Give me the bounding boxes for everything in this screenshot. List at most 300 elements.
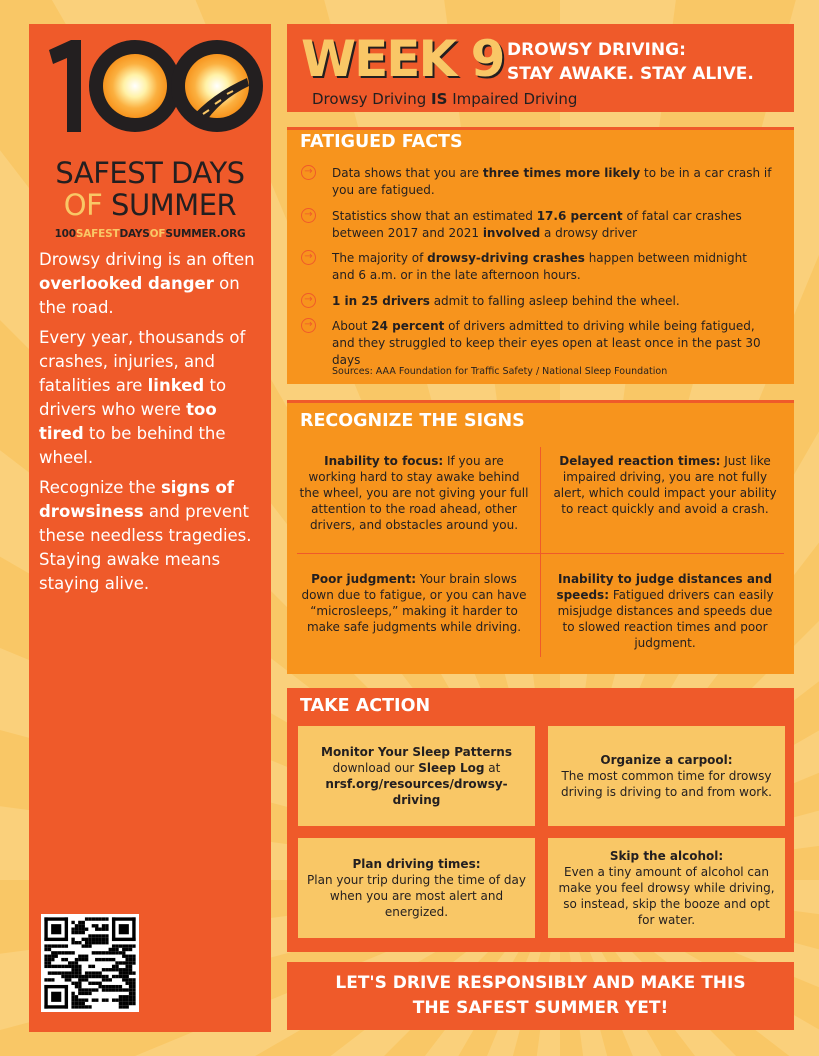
qr-module	[51, 992, 61, 1002]
qr-module	[55, 971, 58, 974]
qr-module	[82, 992, 85, 995]
action-card-alcohol: Skip the alcohol: Even a tiny amount of alcohol can make you feel drowsy while driving, so instead, skip the booze and opt for water.	[548, 838, 785, 938]
qr-module	[98, 917, 101, 920]
qr-module	[105, 924, 108, 927]
qr-module	[85, 975, 88, 978]
qr-module	[71, 995, 74, 998]
arrow-right-icon: →	[301, 293, 316, 308]
week-number: WEEK 9	[301, 30, 504, 88]
qr-module	[68, 971, 71, 974]
qr-module	[61, 971, 64, 974]
qr-module	[122, 988, 125, 991]
qr-module	[129, 985, 132, 988]
qr-module	[132, 955, 135, 958]
qr-module	[129, 968, 132, 971]
qr-module	[122, 975, 125, 978]
qr-module	[55, 965, 58, 968]
qr-module	[65, 978, 68, 981]
call-to-action-banner: LET'S DRIVE RESPONSIBLY AND MAKE THIS THE SAFEST SUMMER YET!	[287, 962, 794, 1030]
qr-module	[92, 941, 95, 944]
qr-module	[71, 1002, 74, 1005]
horizontal-divider	[297, 553, 784, 554]
qr-module	[119, 995, 122, 998]
sleep-log-link[interactable]: nrsf.org/resources/drowsy-driving	[325, 777, 508, 807]
qr-module	[51, 944, 54, 947]
qr-module	[82, 958, 85, 961]
qr-module	[61, 965, 64, 968]
qr-module	[125, 988, 128, 991]
week-title: DROWSY DRIVING: STAY AWAKE. STAY ALIVE.	[507, 40, 754, 84]
qr-module	[129, 978, 132, 981]
qr-module	[68, 961, 71, 964]
qr-module	[132, 958, 135, 961]
qr-module	[58, 944, 61, 947]
qr-module	[98, 951, 101, 954]
qr-module	[71, 971, 74, 974]
qr-module	[102, 917, 105, 920]
qr-module	[82, 924, 85, 927]
qr-module	[95, 958, 98, 961]
qr-module	[78, 988, 81, 991]
facts-heading: FATIGUED FACTS	[300, 132, 463, 152]
qr-module	[132, 978, 135, 981]
intro-paragraph-2: Every year, thousands of crashes, injuries, and fatalities are linked to drivers who were too tired to be behind the wheel.	[39, 328, 246, 467]
signs-heading: RECOGNIZE THE SIGNS	[300, 411, 525, 431]
qr-module	[112, 948, 115, 951]
qr-module	[132, 944, 135, 947]
qr-module	[112, 965, 115, 968]
qr-module	[105, 975, 108, 978]
qr-module	[102, 924, 105, 927]
qr-module	[119, 985, 122, 988]
qr-module	[48, 961, 51, 964]
sign-inability-to-focus: Inability to focus: If you are working hard to stay awake behind the wheel, you are not giving your full attention to the road ahead, other drivers, and obstacles around you.	[299, 454, 529, 532]
qr-module	[98, 938, 101, 941]
qr-module	[119, 961, 122, 964]
action-card-carpool: Organize a carpool: The most common time for drowsy driving is driving to and from work.	[548, 726, 785, 826]
qr-module	[115, 975, 118, 978]
qr-module	[78, 968, 81, 971]
qr-module	[102, 938, 105, 941]
qr-module	[71, 968, 74, 971]
qr-module	[85, 978, 88, 981]
qr-module	[125, 955, 128, 958]
qr-module	[44, 978, 47, 981]
qr-module	[88, 992, 91, 995]
qr-module	[102, 975, 105, 978]
qr-module	[95, 998, 98, 1001]
qr-module	[75, 924, 78, 927]
qr-module	[92, 998, 95, 1001]
qr-module	[85, 944, 88, 947]
qr-module	[102, 958, 105, 961]
qr-module	[98, 982, 101, 985]
qr-module	[82, 928, 85, 931]
qr-module	[105, 988, 108, 991]
qr-module	[75, 975, 78, 978]
logo-100-graphic	[43, 36, 265, 136]
qr-module	[129, 998, 132, 1001]
sign-delayed-reaction: Delayed reaction times: Just like impaired driving, you are not fully alert, which could impact your ability to react quickly and avoid a crash.	[553, 454, 777, 516]
qr-module	[65, 917, 68, 941]
qr-module	[51, 951, 54, 954]
qr-module	[85, 988, 88, 991]
qr-module	[75, 998, 78, 1001]
qr-module	[65, 985, 68, 1009]
qr-module	[44, 948, 47, 951]
qr-module	[112, 975, 115, 978]
qr-module	[44, 985, 68, 988]
qr-module	[119, 924, 129, 934]
qr-module	[78, 971, 81, 974]
qr-module	[129, 995, 132, 998]
qr-module	[78, 931, 81, 934]
qr-module	[132, 971, 135, 974]
qr-module	[78, 1002, 81, 1005]
qr-module	[51, 978, 54, 981]
qr-module	[102, 951, 105, 954]
qr-module	[112, 917, 136, 920]
qr-module	[132, 917, 135, 941]
qr-module	[105, 958, 108, 961]
qr-module	[95, 988, 98, 991]
qr-module	[92, 982, 95, 985]
qr-module	[78, 1005, 81, 1008]
qr-module	[85, 917, 88, 920]
qr-module	[98, 941, 101, 944]
qr-module	[92, 924, 95, 927]
recognize-signs-section	[287, 400, 794, 674]
qr-module	[78, 924, 81, 927]
qr-module	[51, 955, 54, 958]
qr-module	[109, 951, 112, 954]
qr-module	[125, 965, 128, 968]
qr-module	[51, 971, 54, 974]
qr-module	[78, 975, 81, 978]
qr-module	[95, 982, 98, 985]
qr-module	[129, 955, 132, 958]
qr-module	[112, 944, 115, 947]
qr-module	[78, 958, 81, 961]
qr-module	[92, 917, 95, 920]
qr-module	[95, 971, 98, 974]
qr-module	[92, 938, 95, 941]
qr-module	[61, 951, 64, 954]
qr-module	[125, 975, 128, 978]
qr-module	[132, 988, 135, 991]
qr-module	[44, 965, 47, 968]
qr-module	[71, 941, 74, 944]
qr-module	[71, 951, 74, 954]
qr-module	[115, 944, 118, 947]
qr-module	[132, 1002, 135, 1005]
qr-module	[115, 998, 118, 1001]
qr-module	[75, 971, 78, 974]
qr-module	[92, 988, 95, 991]
qr-module	[78, 998, 81, 1001]
qr-module	[105, 978, 108, 981]
qr-module	[82, 944, 85, 947]
qr-module	[71, 961, 74, 964]
qr-module	[71, 1005, 74, 1008]
qr-module	[82, 955, 85, 958]
qr-module	[88, 975, 91, 978]
qr-module	[112, 958, 115, 961]
qr-module	[85, 998, 88, 1001]
qr-module	[61, 944, 64, 947]
qr-module	[65, 951, 68, 954]
qr-module	[122, 961, 125, 964]
qr-module	[102, 941, 105, 944]
qr-module	[71, 975, 74, 978]
qr-module	[102, 985, 105, 988]
qr-module	[119, 944, 122, 947]
qr-module	[95, 938, 98, 941]
week-subtitle: Drowsy Driving IS Impaired Driving	[312, 90, 578, 108]
qr-module	[125, 958, 128, 961]
intro-paragraph-3: Recognize the signs of drowsiness and prevent these needless tragedies. Staying awake means staying alive.	[39, 478, 252, 593]
qr-module	[44, 961, 47, 964]
qr-module	[122, 968, 125, 971]
qr-module	[132, 982, 135, 985]
qr-module	[112, 951, 115, 954]
qr-module	[85, 938, 88, 941]
qr-module	[65, 971, 68, 974]
qr-module	[105, 951, 108, 954]
logo-url[interactable]: 100SAFESTDAYSOFSUMMER.ORG	[54, 228, 246, 240]
qr-module	[82, 988, 85, 991]
qr-module	[44, 955, 47, 958]
qr-module	[95, 924, 98, 927]
qr-module	[125, 968, 128, 971]
qr-module	[85, 1005, 88, 1008]
qr-module	[82, 931, 85, 934]
qr-module	[119, 998, 122, 1001]
qr-module	[88, 917, 91, 920]
qr-module	[125, 978, 128, 981]
arrow-right-icon: →	[301, 165, 316, 180]
qr-module	[48, 958, 51, 961]
qr-module	[129, 948, 132, 951]
qr-module	[44, 958, 47, 961]
qr-module	[85, 955, 88, 958]
qr-module	[58, 965, 61, 968]
qr-module	[75, 968, 78, 971]
qr-module	[55, 944, 58, 947]
intro-text	[39, 248, 265, 602]
qr-module	[88, 982, 91, 985]
qr-module	[78, 982, 81, 985]
qr-module	[102, 988, 105, 991]
qr-module	[125, 948, 128, 951]
action-card-sleep: Monitor Your Sleep Patterns download our Sleep Log at nrsf.org/resources/drowsy-driving	[298, 726, 535, 826]
qr-module	[109, 985, 112, 988]
qr-module	[75, 931, 78, 934]
qr-module	[95, 975, 98, 978]
qr-module	[85, 971, 88, 974]
qr-module	[71, 928, 74, 931]
qr-module	[78, 985, 81, 988]
qr-module	[95, 941, 98, 944]
qr-module	[61, 975, 64, 978]
qr-module	[105, 934, 108, 937]
qr-module	[122, 948, 125, 951]
qr-module	[115, 948, 118, 951]
qr-module	[109, 968, 112, 971]
qr-module	[129, 988, 132, 991]
qr-module	[75, 961, 78, 964]
qr-module	[48, 978, 51, 981]
qr-module	[122, 1002, 125, 1005]
qr-module	[85, 941, 88, 944]
qr-module	[71, 992, 74, 995]
qr-module	[125, 998, 128, 1001]
qr-module	[65, 958, 68, 961]
qr-module	[88, 988, 91, 991]
qr-module	[68, 975, 71, 978]
qr-module	[92, 951, 95, 954]
qr-module	[65, 975, 68, 978]
qr-module	[98, 934, 101, 937]
facts-sources: Sources: AAA Foundation for Traffic Safety / National Sleep Foundation	[332, 366, 668, 377]
qr-module	[88, 934, 91, 937]
qr-module	[115, 968, 118, 971]
qr-module	[119, 988, 122, 991]
qr-module	[129, 992, 132, 995]
qr-module	[88, 938, 91, 941]
qr-module	[102, 978, 105, 981]
qr-module	[48, 944, 51, 947]
intro-paragraph-1: Drowsy driving is an often overlooked danger on the road.	[39, 250, 255, 317]
qr-module	[68, 951, 71, 954]
action-heading: TAKE ACTION	[300, 696, 431, 716]
qr-module	[68, 978, 71, 981]
qr-module	[58, 951, 61, 954]
qr-module	[48, 971, 51, 974]
qr-module	[122, 955, 125, 958]
qr-module	[71, 965, 74, 968]
qr-module	[92, 934, 95, 937]
vertical-divider	[540, 447, 541, 657]
qr-module	[122, 978, 125, 981]
qr-module	[98, 975, 101, 978]
qr-module	[48, 948, 51, 951]
qr-module	[115, 961, 118, 964]
qr-module	[75, 985, 78, 988]
qr-module	[88, 971, 91, 974]
qr-module	[119, 971, 122, 974]
qr-module	[75, 995, 78, 998]
qr-module	[102, 968, 105, 971]
sign-judge-distances: Inability to judge distances and speeds: Fatigued drivers can easily misjudge distances and speeds due to slowed reaction times and poor judgment.	[556, 572, 774, 650]
qr-module	[71, 921, 74, 924]
qr-module	[105, 938, 108, 941]
qr-module	[119, 951, 122, 954]
qr-module	[119, 1005, 122, 1008]
qr-module	[112, 968, 115, 971]
logo-title-line1: SAFEST DAYS	[55, 156, 245, 190]
qr-module	[85, 928, 88, 931]
qr-module	[51, 958, 54, 961]
qr-module	[95, 934, 98, 937]
qr-module	[44, 1005, 68, 1008]
qr-module	[75, 982, 78, 985]
qr-module	[119, 975, 122, 978]
qr-module	[82, 1002, 85, 1005]
fatigued-facts-section: FATIGUED FACTS → Data shows that you are three times more likely to be in a car crash if you are fatigued. → Statistics show that an estimated 17.6 percent of fatal car crashes between 2017 and 2021 involved a drowsy driver → The majority of drowsy-driving crashes happen between midnight and 6 a.m. or in the late afternoon hours. → 1 in 25 drivers admit to falling asleep behind the wheel. → About 24 percent of drivers admitted to driving while being fatigued, and they struggled to keep their eyes open at least once in the past 30 days Sources: AAA Foundation for Traffic Safety / National Sleep Foundation	[287, 127, 794, 384]
qr-module	[48, 955, 51, 958]
qr-module	[125, 995, 128, 998]
qr-module	[112, 985, 115, 988]
qr-module	[92, 975, 95, 978]
qr-module	[78, 965, 81, 968]
qr-module	[71, 982, 74, 985]
qr-module	[75, 1005, 78, 1008]
qr-module	[109, 978, 112, 981]
qr-module	[105, 917, 108, 920]
sign-poor-judgment: Poor judgment: Your brain slows down due to fatigue, or you can have “microsleeps,” making it harder to make safe judgments while driving.	[301, 572, 527, 634]
qr-module	[129, 965, 132, 968]
qr-module	[129, 971, 132, 974]
qr-module	[75, 928, 78, 931]
qr-module	[109, 948, 112, 951]
qr-module	[119, 1002, 122, 1005]
qr-module	[82, 1005, 85, 1008]
qr-module	[132, 995, 135, 998]
take-action-section	[287, 688, 794, 952]
qr-module	[112, 917, 115, 941]
qr-module	[65, 944, 68, 947]
qr-module	[82, 921, 85, 924]
qr-module	[125, 961, 128, 964]
qr-module	[115, 951, 118, 954]
qr-module	[129, 1002, 132, 1005]
qr-module	[75, 958, 78, 961]
qr-module	[105, 985, 108, 988]
qr-module	[125, 1005, 128, 1008]
qr-module	[125, 971, 128, 974]
qr-module	[132, 985, 135, 988]
qr-module	[95, 928, 98, 931]
qr-module	[105, 998, 108, 1001]
arrow-right-icon: →	[301, 250, 316, 265]
action-card-plan: Plan driving times: Plan your trip during the time of day when you are most alert and energized.	[298, 838, 535, 938]
qr-module	[122, 951, 125, 954]
qr-module	[102, 928, 105, 931]
qr-module	[105, 928, 108, 931]
qr-module	[98, 958, 101, 961]
arrow-right-icon: →	[301, 208, 316, 223]
qr-module	[51, 924, 61, 934]
qr-module	[55, 951, 58, 954]
qr-module	[95, 917, 98, 920]
qr-module	[88, 944, 91, 947]
qr-module	[129, 961, 132, 964]
qr-module	[98, 928, 101, 931]
qr-module	[92, 971, 95, 974]
qr-module	[105, 941, 108, 944]
qr-module	[71, 931, 74, 934]
qr-module	[122, 971, 125, 974]
qr-code[interactable]	[41, 914, 139, 1012]
qr-module	[122, 1005, 125, 1008]
qr-module	[82, 978, 85, 981]
qr-module	[71, 938, 74, 941]
qr-module	[109, 988, 112, 991]
qr-module	[44, 917, 47, 941]
qr-module	[78, 978, 81, 981]
qr-module	[78, 992, 81, 995]
